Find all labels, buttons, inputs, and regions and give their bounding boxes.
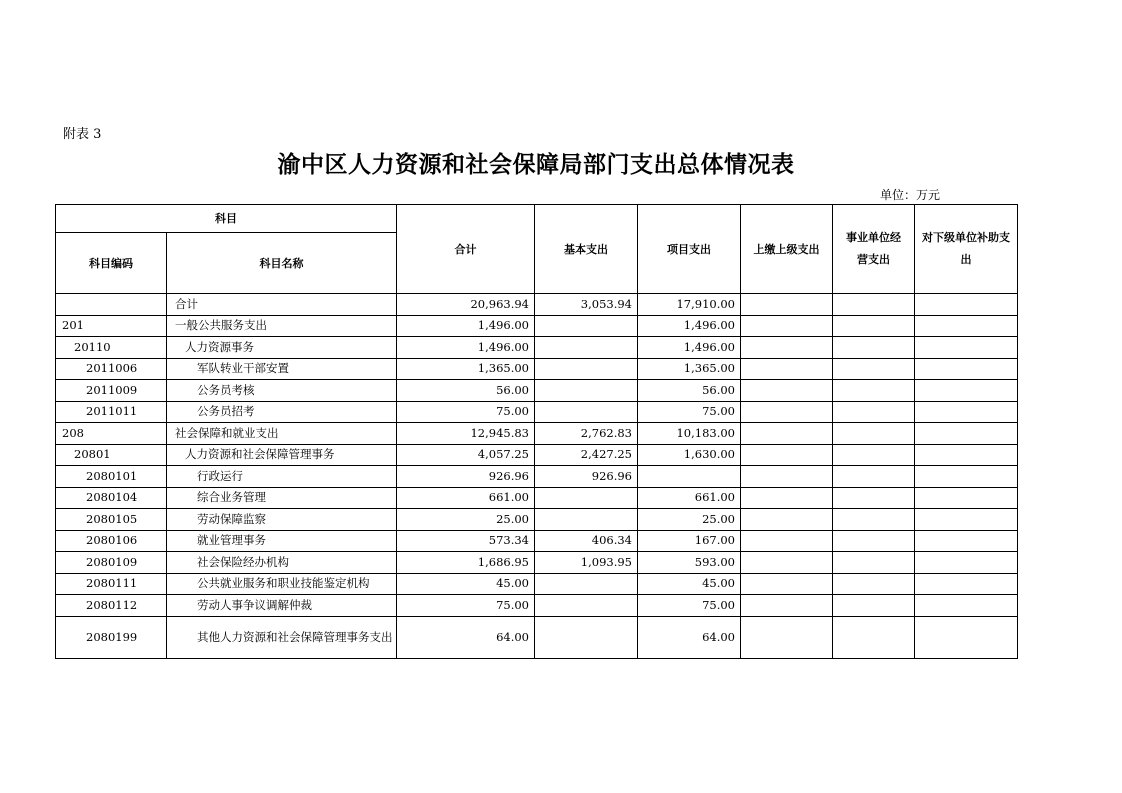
- cell-subsidy: [915, 595, 1018, 617]
- cell-basic: [535, 380, 638, 402]
- cell-upper: [741, 401, 833, 423]
- cell-upper: [741, 552, 833, 574]
- cell-name: 综合业务管理: [167, 487, 397, 509]
- cell-total: 1,365.00: [397, 358, 535, 380]
- cell-basic: 1,093.95: [535, 552, 638, 574]
- cell-business: [833, 380, 915, 402]
- table-row: [56, 337, 1018, 359]
- cell-upper: [741, 616, 833, 658]
- cell-total: 4,057.25: [397, 444, 535, 466]
- cell-basic: [535, 509, 638, 531]
- cell-subsidy: [915, 487, 1018, 509]
- cell-subsidy: [915, 616, 1018, 658]
- cell-code: 201: [56, 315, 167, 337]
- cell-business: [833, 337, 915, 359]
- cell-code: 20110: [56, 337, 167, 359]
- cell-project: [638, 466, 741, 488]
- cell-project: 75.00: [638, 595, 741, 617]
- cell-basic: [535, 616, 638, 658]
- cell-business: [833, 487, 915, 509]
- cell-code: [56, 294, 167, 316]
- cell-project: 1,496.00: [638, 315, 741, 337]
- cell-upper: [741, 294, 833, 316]
- table-row: [56, 487, 1018, 509]
- cell-total: 64.00: [397, 616, 535, 658]
- cell-business: [833, 294, 915, 316]
- cell-code: 208: [56, 423, 167, 445]
- cell-code: 2080112: [56, 595, 167, 617]
- header-business: 事业单位经营支出: [833, 205, 915, 294]
- header-subject-name: 科目名称: [167, 233, 397, 294]
- table-row: [56, 444, 1018, 466]
- cell-name: 社会保障和就业支出: [167, 423, 397, 445]
- cell-basic: [535, 487, 638, 509]
- cell-upper: [741, 358, 833, 380]
- cell-name: 劳动保障监察: [167, 509, 397, 531]
- header-subject-code: 科目编码: [56, 233, 167, 294]
- cell-subsidy: [915, 552, 1018, 574]
- table-row: [56, 509, 1018, 531]
- cell-basic: [535, 358, 638, 380]
- cell-basic: 926.96: [535, 466, 638, 488]
- cell-total: 573.34: [397, 530, 535, 552]
- cell-business: [833, 530, 915, 552]
- table-row: [56, 401, 1018, 423]
- header-project: 项目支出: [638, 205, 741, 294]
- cell-upper: [741, 509, 833, 531]
- table-row: [56, 315, 1018, 337]
- cell-code: 2080111: [56, 573, 167, 595]
- cell-total: 926.96: [397, 466, 535, 488]
- expenditure-table: [55, 204, 1018, 659]
- cell-business: [833, 423, 915, 445]
- page-title: 渝中区人力资源和社会保障局部门支出总体情况表: [277, 152, 795, 178]
- cell-basic: 3,053.94: [535, 294, 638, 316]
- header-subsidy: 对下级单位补助支出: [915, 205, 1018, 294]
- table-body: [56, 294, 1018, 659]
- table-row: [56, 423, 1018, 445]
- table-row: [56, 573, 1018, 595]
- cell-subsidy: [915, 509, 1018, 531]
- cell-total: 661.00: [397, 487, 535, 509]
- cell-total: 45.00: [397, 573, 535, 595]
- header-total: 合计: [397, 205, 535, 294]
- cell-upper: [741, 380, 833, 402]
- table-row: [56, 294, 1018, 316]
- header-basic: 基本支出: [535, 205, 638, 294]
- cell-project: 1,630.00: [638, 444, 741, 466]
- cell-subsidy: [915, 315, 1018, 337]
- cell-business: [833, 573, 915, 595]
- cell-upper: [741, 466, 833, 488]
- cell-code: 2080105: [56, 509, 167, 531]
- cell-code: 2080109: [56, 552, 167, 574]
- cell-subsidy: [915, 380, 1018, 402]
- cell-name: 合计: [167, 294, 397, 316]
- cell-total: 1,496.00: [397, 315, 535, 337]
- cell-subsidy: [915, 337, 1018, 359]
- cell-total: 1,686.95: [397, 552, 535, 574]
- cell-project: 10,183.00: [638, 423, 741, 445]
- cell-code: 2011009: [56, 380, 167, 402]
- cell-name: 其他人力资源和社会保障管理事务支出: [167, 616, 397, 658]
- cell-business: [833, 616, 915, 658]
- cell-code: 20801: [56, 444, 167, 466]
- header-upper: 上缴上级支出: [741, 205, 833, 294]
- table-row: [56, 358, 1018, 380]
- cell-subsidy: [915, 466, 1018, 488]
- cell-subsidy: [915, 573, 1018, 595]
- cell-upper: [741, 487, 833, 509]
- cell-name: 公务员招考: [167, 401, 397, 423]
- cell-upper: [741, 595, 833, 617]
- attachment-label: 附表 3: [63, 127, 102, 142]
- cell-basic: 2,427.25: [535, 444, 638, 466]
- cell-code: 2080101: [56, 466, 167, 488]
- cell-basic: [535, 573, 638, 595]
- cell-total: 75.00: [397, 401, 535, 423]
- cell-basic: 406.34: [535, 530, 638, 552]
- cell-project: 64.00: [638, 616, 741, 658]
- cell-total: 1,496.00: [397, 337, 535, 359]
- cell-business: [833, 466, 915, 488]
- cell-name: 公务员考核: [167, 380, 397, 402]
- cell-business: [833, 315, 915, 337]
- cell-upper: [741, 444, 833, 466]
- cell-project: 661.00: [638, 487, 741, 509]
- cell-upper: [741, 573, 833, 595]
- cell-code: 2080106: [56, 530, 167, 552]
- cell-project: 17,910.00: [638, 294, 741, 316]
- unit-label: 单位：万元: [880, 188, 941, 202]
- cell-total: 12,945.83: [397, 423, 535, 445]
- cell-project: 56.00: [638, 380, 741, 402]
- cell-project: 45.00: [638, 573, 741, 595]
- cell-basic: [535, 337, 638, 359]
- cell-total: 75.00: [397, 595, 535, 617]
- table-row: [56, 466, 1018, 488]
- cell-subsidy: [915, 444, 1018, 466]
- header-subject: 科目: [56, 205, 397, 233]
- cell-basic: 2,762.83: [535, 423, 638, 445]
- cell-upper: [741, 530, 833, 552]
- cell-basic: [535, 315, 638, 337]
- cell-project: 1,365.00: [638, 358, 741, 380]
- table-row: [56, 552, 1018, 574]
- cell-subsidy: [915, 530, 1018, 552]
- table-row: [56, 530, 1018, 552]
- cell-subsidy: [915, 294, 1018, 316]
- cell-name: 一般公共服务支出: [167, 315, 397, 337]
- cell-total: 20,963.94: [397, 294, 535, 316]
- table-row: [56, 595, 1018, 617]
- cell-code: 2080199: [56, 616, 167, 658]
- cell-code: 2080104: [56, 487, 167, 509]
- cell-total: 56.00: [397, 380, 535, 402]
- cell-code: 2011006: [56, 358, 167, 380]
- cell-name: 人力资源和社会保障管理事务: [167, 444, 397, 466]
- cell-subsidy: [915, 423, 1018, 445]
- cell-upper: [741, 315, 833, 337]
- cell-project: 75.00: [638, 401, 741, 423]
- cell-business: [833, 401, 915, 423]
- cell-business: [833, 444, 915, 466]
- cell-name: 就业管理事务: [167, 530, 397, 552]
- cell-business: [833, 358, 915, 380]
- cell-business: [833, 595, 915, 617]
- cell-basic: [535, 595, 638, 617]
- table-row: [56, 616, 1018, 658]
- cell-name: 社会保险经办机构: [167, 552, 397, 574]
- cell-project: 167.00: [638, 530, 741, 552]
- cell-business: [833, 552, 915, 574]
- cell-total: 25.00: [397, 509, 535, 531]
- cell-subsidy: [915, 401, 1018, 423]
- cell-upper: [741, 337, 833, 359]
- cell-name: 公共就业服务和职业技能鉴定机构: [167, 573, 397, 595]
- table-row: [56, 380, 1018, 402]
- cell-project: 25.00: [638, 509, 741, 531]
- cell-name: 人力资源事务: [167, 337, 397, 359]
- cell-upper: [741, 423, 833, 445]
- cell-name: 军队转业干部安置: [167, 358, 397, 380]
- cell-subsidy: [915, 358, 1018, 380]
- cell-basic: [535, 401, 638, 423]
- cell-project: 593.00: [638, 552, 741, 574]
- cell-name: 劳动人事争议调解仲裁: [167, 595, 397, 617]
- cell-code: 2011011: [56, 401, 167, 423]
- cell-business: [833, 509, 915, 531]
- cell-project: 1,496.00: [638, 337, 741, 359]
- cell-name: 行政运行: [167, 466, 397, 488]
